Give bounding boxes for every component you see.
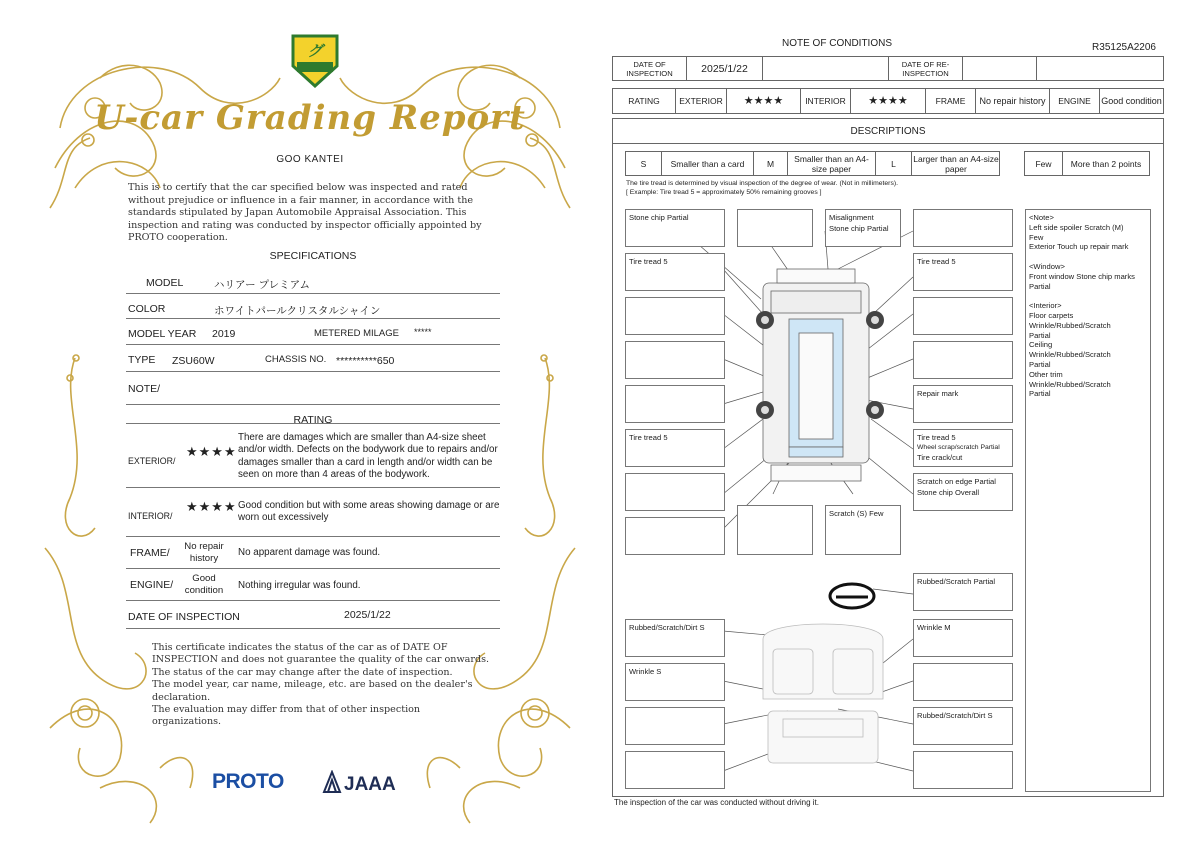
callout-front-right: [913, 209, 1013, 247]
disclaimer-line: The evaluation may differ from that of other inspection organizations.: [152, 704, 421, 728]
proto-logo: PROTO: [212, 770, 284, 793]
frame-value: No repair history: [184, 541, 224, 565]
certificate-title: U-car Grading Report: [94, 98, 526, 138]
callout-text: Wrinkle S: [629, 667, 662, 676]
callout-text: Tire tread 5: [629, 257, 668, 266]
color-value: ホワイトパールクリスタルシャイン: [214, 305, 381, 317]
callout-text: Tire tread 5: [917, 433, 956, 442]
date-of-inspection-value: 2025/1/22: [344, 609, 391, 621]
callout-left-fender: [625, 297, 725, 335]
type-value: ZSU60W: [172, 355, 215, 367]
legend-m: M: [754, 152, 788, 175]
note-line: Partial: [1029, 389, 1051, 399]
note-line: <Interior>: [1029, 301, 1062, 311]
callout-right-fender: [913, 297, 1013, 335]
jaaa-mark-icon: [322, 770, 342, 794]
frame-label: FRAME: [926, 89, 976, 113]
callout-text: Tire tread 5: [917, 257, 956, 266]
note-line: Other trim: [1029, 369, 1063, 379]
note-line: <Window>: [1029, 261, 1065, 271]
callout-text: Tire tread 5: [629, 433, 668, 442]
note-line: Exterior Touch up repair mark: [1029, 242, 1129, 252]
callout-tire-rear-left: [625, 429, 725, 467]
engine-value: Good condition: [1101, 96, 1162, 106]
note-label: NOTE/: [128, 383, 161, 395]
callout-right-front-door: [913, 341, 1013, 379]
callout-rear-seat-right: [913, 751, 1013, 789]
frame-value: No repair history: [976, 89, 1050, 113]
descriptions-heading: DESCRIPTIONS: [613, 119, 1163, 144]
callout-center-console: [913, 707, 1013, 745]
callout-steering: [913, 573, 1013, 611]
exterior-text: There are damages which are smaller than A4-size sheet and/or width. Defects on the bodywork due to repairs and/or damages smaller than a card in length and/or width can be seen on more than 4 areas of the bodywork.: [238, 432, 498, 481]
note-line: Floor carpets: [1029, 310, 1074, 320]
note-line: Few: [1029, 232, 1044, 242]
blank-cell: [763, 57, 889, 80]
callout-front-bumper: [825, 209, 901, 247]
model-value: ハリアー プレミアム: [214, 279, 310, 291]
note-line: Partial: [1029, 281, 1051, 291]
legend-few-text: More than 2 points: [1070, 158, 1142, 169]
interior-text: Good condition but with some areas showing damage or are worn out excessively: [238, 500, 500, 524]
date-of-inspection-value: 2025/1/22: [687, 57, 763, 80]
callout-left-rear-door: [625, 385, 725, 423]
callout-rear-bumper-left: [737, 505, 813, 555]
interior-label: INTERIOR/: [128, 511, 173, 521]
exterior-stars: ★★★★: [186, 444, 237, 459]
note-line: <Note>: [1029, 213, 1054, 222]
model-year-label: MODEL YEAR: [128, 328, 197, 340]
reinspection-value-2: [1037, 57, 1163, 80]
date-of-inspection-label: DATE OF INSPECTION: [613, 57, 687, 80]
callout-text: Rubbed/Scratch/Dirt S: [629, 623, 705, 632]
engine-label: ENGINE: [1050, 89, 1100, 113]
callout-text: Rubbed/Scratch Partial: [917, 577, 996, 586]
noc-footer: The inspection of the car was conducted without driving it.: [614, 798, 819, 807]
goo-kantei-badge-icon: [287, 32, 343, 88]
certificate-subtitle: GOO KANTEI: [276, 154, 344, 165]
metered-mileage-value: *****: [414, 327, 432, 337]
callout-text: Stone chip Partial: [829, 224, 889, 233]
callout-tire-rear-right: [913, 429, 1013, 467]
engine-label: ENGINE/: [130, 579, 174, 591]
note-line: Wrinkle/Rubbed/Scratch: [1029, 379, 1111, 389]
callout-text: Scratch (S) Few: [829, 509, 884, 518]
certificate-intro: This is to certify that the car specified below was inspected and rated without prejudice or influence in a fair manner, in accordance with the standards stipulated by Japan Automobile Appraisal Association. This inspection and rating was conducted by inspector officially appointed by PROTO cooperation.: [128, 182, 482, 243]
date-of-inspection-label: DATE OF INSPECTION: [128, 611, 240, 623]
svg-text:グ: グ: [307, 43, 323, 60]
disclaimer-line: declaration.: [152, 691, 211, 703]
callout-driver-seat: [913, 619, 1013, 657]
callout-right-quarter: [913, 473, 1013, 511]
callout-text: Misalignment: [829, 213, 874, 222]
type-label: TYPE: [128, 354, 156, 366]
callout-tire-front-left: [625, 253, 725, 291]
callout-text: Stone chip Overall: [917, 488, 980, 497]
callout-text: Scratch on edge Partial: [917, 477, 996, 486]
note-line: Wrinkle/Rubbed/Scratch: [1029, 350, 1111, 360]
notes-panel: [1025, 209, 1151, 792]
steering-wheel-icon: [830, 584, 874, 608]
specifications-heading: SPECIFICATIONS: [269, 250, 357, 262]
callout-passenger-seat: [625, 663, 725, 701]
spec-row-color: [126, 294, 500, 319]
exterior-stars: ★★★★: [727, 89, 801, 113]
callout-right-rear-door: [913, 385, 1013, 423]
note-line: Partial: [1029, 330, 1051, 340]
rating-heading: RATING: [293, 414, 333, 426]
model-year-value: 2019: [212, 328, 236, 340]
interior-stars: ★★★★: [186, 499, 237, 514]
interior-label: INTERIOR: [801, 89, 851, 113]
note-line: Front window Stone chip marks: [1029, 271, 1135, 281]
exterior-label: EXTERIOR: [676, 89, 727, 113]
rating-label: RATING: [613, 89, 676, 113]
callout-text: Repair mark: [917, 389, 959, 398]
chassis-value: **********650: [336, 355, 395, 367]
disclaimer-line: This certificate indicates the status of the car as of DATE OF: [152, 642, 448, 653]
callout-rear-seat-left: [625, 751, 725, 789]
reinspection-value-1: [963, 57, 1037, 80]
callout-text: Tire crack/cut: [917, 453, 963, 462]
callout-ceiling: [625, 619, 725, 657]
legend-s-text: Smaller than a card: [662, 152, 754, 175]
callout-text: Stone chip Partial: [629, 213, 689, 222]
legend-m-text: Smaller than an A4-size paper: [788, 152, 876, 175]
spec-row-model-year: [126, 319, 500, 345]
tire-note-1: The tire tread is determined by visual inspection of the degree of wear. (Not in millimeters).: [626, 180, 898, 187]
color-label: COLOR: [128, 303, 166, 315]
note-line: Left side spoiler Scratch (M): [1029, 222, 1124, 232]
disclaimer-line: INSPECTION and does not guarantee the quality of the car onwards.: [152, 654, 490, 666]
inspection-dates-table: [612, 56, 1164, 81]
engine-text: Nothing irregular was found.: [238, 580, 361, 591]
note-of-conditions: [612, 34, 1164, 810]
disclaimer-line: The model year, car name, mileage, etc. are based on the dealer's: [152, 679, 473, 691]
spec-row-type: [126, 345, 500, 372]
date-of-reinspection-label: DATE OF RE-INSPECTION: [889, 57, 963, 80]
rating-row-frame: [126, 537, 500, 569]
callout-left-door-trim: [625, 707, 725, 745]
rating-row-engine: [126, 569, 500, 601]
note-line: [1029, 291, 1147, 301]
callout-text: Rubbed/Scratch/Dirt S: [917, 711, 993, 720]
tire-note-2: [ Example: Tire tread 5 = approximately 50% remaining grooves ]: [626, 189, 822, 196]
callout-tire-front-right: [913, 253, 1013, 291]
frame-label: FRAME/: [130, 547, 170, 559]
noc-title: NOTE OF CONDITIONS: [782, 38, 892, 49]
disclaimer-line: The status of the car may change after the date of inspection.: [152, 666, 453, 678]
callout-rear-bumper: [825, 505, 901, 555]
frame-text: No apparent damage was found.: [238, 547, 381, 558]
callout-left-front-door: [625, 341, 725, 379]
note-line: Wrinkle/Rubbed/Scratch: [1029, 320, 1111, 330]
callout-text: Wheel scrap/scratch Partial: [917, 444, 1000, 451]
spec-row-note: [126, 372, 500, 405]
metered-mileage-label: METERED MILAGE: [314, 328, 399, 339]
rating-row-interior: [126, 488, 500, 537]
legend-l: L: [876, 152, 912, 175]
interior-stars: ★★★★: [851, 89, 926, 113]
rating-table: [612, 88, 1164, 114]
footer-logos: [212, 768, 412, 798]
callout-left-quarter: [625, 473, 725, 511]
callout-rear-left: [625, 517, 725, 555]
rating-row-date: [126, 601, 500, 629]
exterior-label: EXTERIOR/: [128, 456, 176, 466]
report-id: R35125A2206: [1092, 42, 1156, 53]
descriptions-panel: [612, 118, 1164, 797]
certificate-disclaimer: [152, 642, 492, 729]
engine-value: Good condition: [184, 573, 224, 597]
spec-row-model: [126, 268, 500, 294]
legend-l-text: Larger than an A4-size paper: [913, 153, 999, 174]
callout-text: Wrinkle M: [917, 623, 951, 632]
note-line: Ceiling: [1029, 340, 1053, 350]
grading-certificate: [40, 28, 580, 828]
note-line: [1029, 252, 1147, 262]
model-label: MODEL: [146, 277, 184, 289]
callout-front-left-bumper: [625, 209, 725, 247]
legend-s: S: [626, 152, 662, 175]
rating-row-exterior: [126, 423, 500, 488]
jaaa-logo: JAAA: [344, 774, 396, 795]
note-line: Partial: [1029, 359, 1051, 369]
chassis-label: CHASSIS NO.: [265, 354, 327, 365]
callout-hood-left: [737, 209, 813, 247]
legend-few: Few: [1025, 152, 1063, 175]
callout-right-door-trim: [913, 663, 1013, 701]
